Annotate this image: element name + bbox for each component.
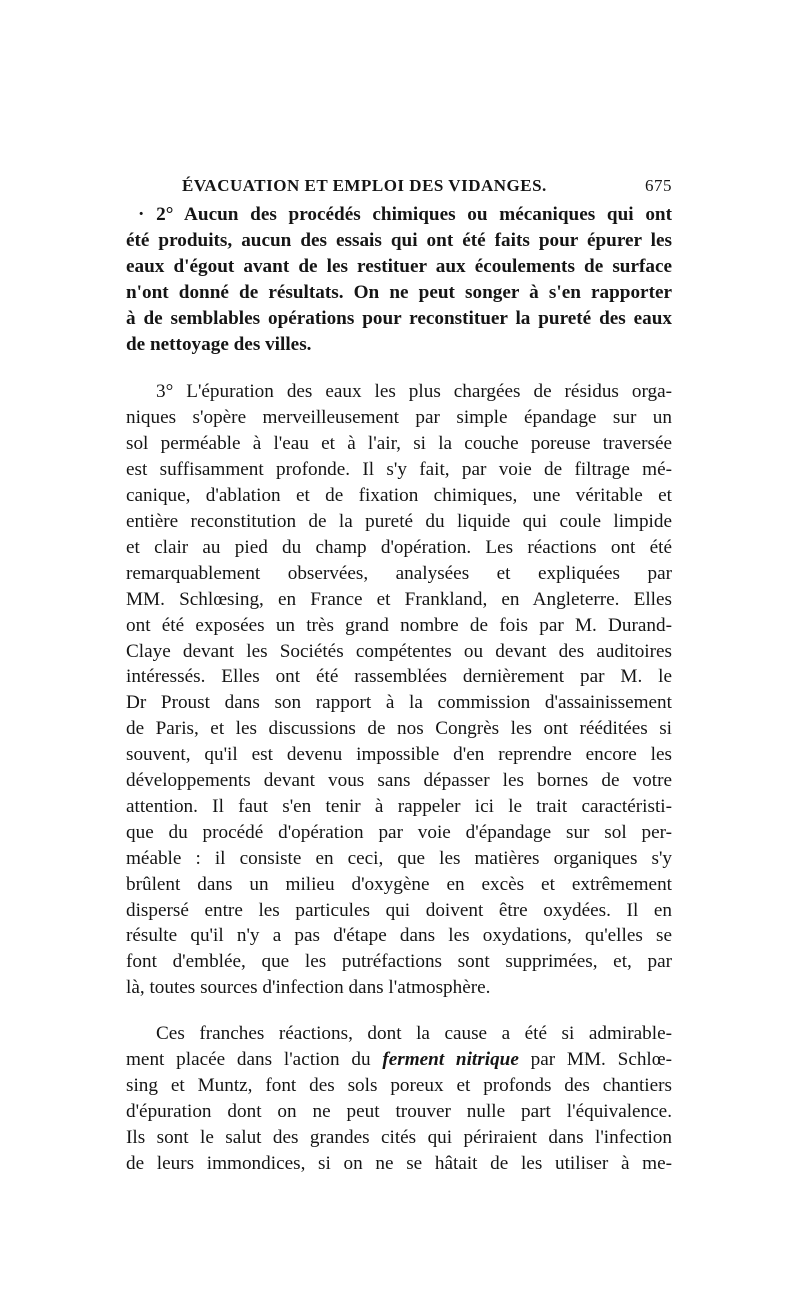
text-line: sing et Muntz, font des sols poreux et profonds des chantiers	[126, 1075, 672, 1096]
text-line: intéressés. Elles ont été rassemblées dernièrement par M. le	[126, 666, 672, 688]
text-line: dispersé entre les particules qui doivent être oxydées. Il en	[126, 899, 672, 921]
running-title: ÉVACUATION ET EMPLOI DES VIDANGES.	[182, 176, 547, 195]
text-line: remarquablement observées, analysées et expliquées par	[126, 562, 672, 584]
text-line: brûlent dans un milieu d'oxygène en excès et extrêmement	[126, 873, 672, 895]
text-line: là, toutes sources d'infection dans l'atmosphère.	[126, 977, 491, 999]
running-header	[126, 172, 672, 200]
text-line-with-italic	[126, 1047, 672, 1073]
italic-term: ferment nitrique	[382, 1049, 519, 1071]
text-line: Ils sont le salut des grandes cités qui périraient dans l'infection	[126, 1126, 672, 1148]
text-line: de nettoyage des villes.	[126, 333, 312, 355]
text-line: font d'emblée, que les putréfactions sont supprimées, et, par	[126, 951, 672, 973]
text-line: Claye devant les Sociétés compétentes ou devant des auditoires	[126, 640, 672, 662]
paragraph-4	[126, 1021, 672, 1176]
text-span: par MM. Schlœ-	[518, 1049, 673, 1071]
text-line: Ces franches réactions, dont la cause a été si admirable-	[156, 1023, 672, 1045]
text-line: 3° L'épuration des eaux les plus chargées de résidus orga-	[156, 381, 672, 403]
text-line: canique, d'ablation et de fixation chimiques, une véritable et	[126, 485, 672, 507]
text-span: ment placée dans l'action du	[126, 1049, 383, 1071]
text-line: d'épuration dont on ne peut trouver nulle part l'équivalence.	[126, 1100, 672, 1122]
paragraph-2	[126, 202, 672, 357]
text-line: à de semblables opérations pour reconstituer la pureté des eaux	[126, 307, 672, 329]
text-line: résulte qu'il n'y a pas d'étape dans les oxydations, qu'elles se	[126, 925, 672, 947]
text-line: et clair au pied du champ d'opération. Les réactions ont été	[126, 536, 672, 558]
text-line: de Paris, et les discussions de nos Congrès les ont rééditées si	[126, 718, 672, 740]
text-line: de leurs immondices, si on ne se hâtait de les utiliser à me-	[126, 1152, 672, 1174]
text-line: souvent, qu'il est devenu impossible d'en reprendre encore les	[126, 744, 672, 766]
text-line: développements devant vous sans dépasser les bornes de votre	[126, 770, 672, 792]
text-line: que du procédé d'opération par voie d'épandage sur sol per-	[126, 821, 672, 843]
text-line: Dr Proust dans son rapport à la commission d'assainissement	[126, 692, 672, 714]
text-line: est suffisamment profonde. Il s'y fait, par voie de filtrage mé-	[126, 459, 672, 481]
page-number: 675	[645, 176, 672, 195]
text-line: ont été exposées un très grand nombre de fois par M. Durand-	[126, 614, 672, 636]
text-line: niques s'opère merveilleusement par simple épandage sur un	[126, 407, 672, 429]
text-line: eaux d'égout avant de les restituer aux écoulements de surface	[126, 255, 672, 277]
book-page	[126, 172, 672, 1177]
paragraph-3	[126, 379, 672, 1001]
text-line: · 2° Aucun des procédés chimiques ou mécaniques qui ont	[138, 204, 672, 225]
text-line: été produits, aucun des essais qui ont été faits pour épurer les	[126, 229, 672, 251]
text-line: attention. Il faut s'en tenir à rappeler ici le trait caractéristi-	[126, 795, 672, 817]
text-line: méable : il consiste en ceci, que les matières organiques s'y	[126, 847, 672, 869]
text-line: entière reconstitution de la pureté du liquide qui coule limpide	[126, 510, 672, 532]
text-line: n'ont donné de résultats. On ne peut songer à s'en rapporter	[126, 281, 672, 303]
text-line: sol perméable à l'eau et à l'air, si la couche poreuse traversée	[126, 433, 672, 455]
text-line: MM. Schlœsing, en France et Frankland, en Angleterre. Elles	[126, 588, 672, 610]
